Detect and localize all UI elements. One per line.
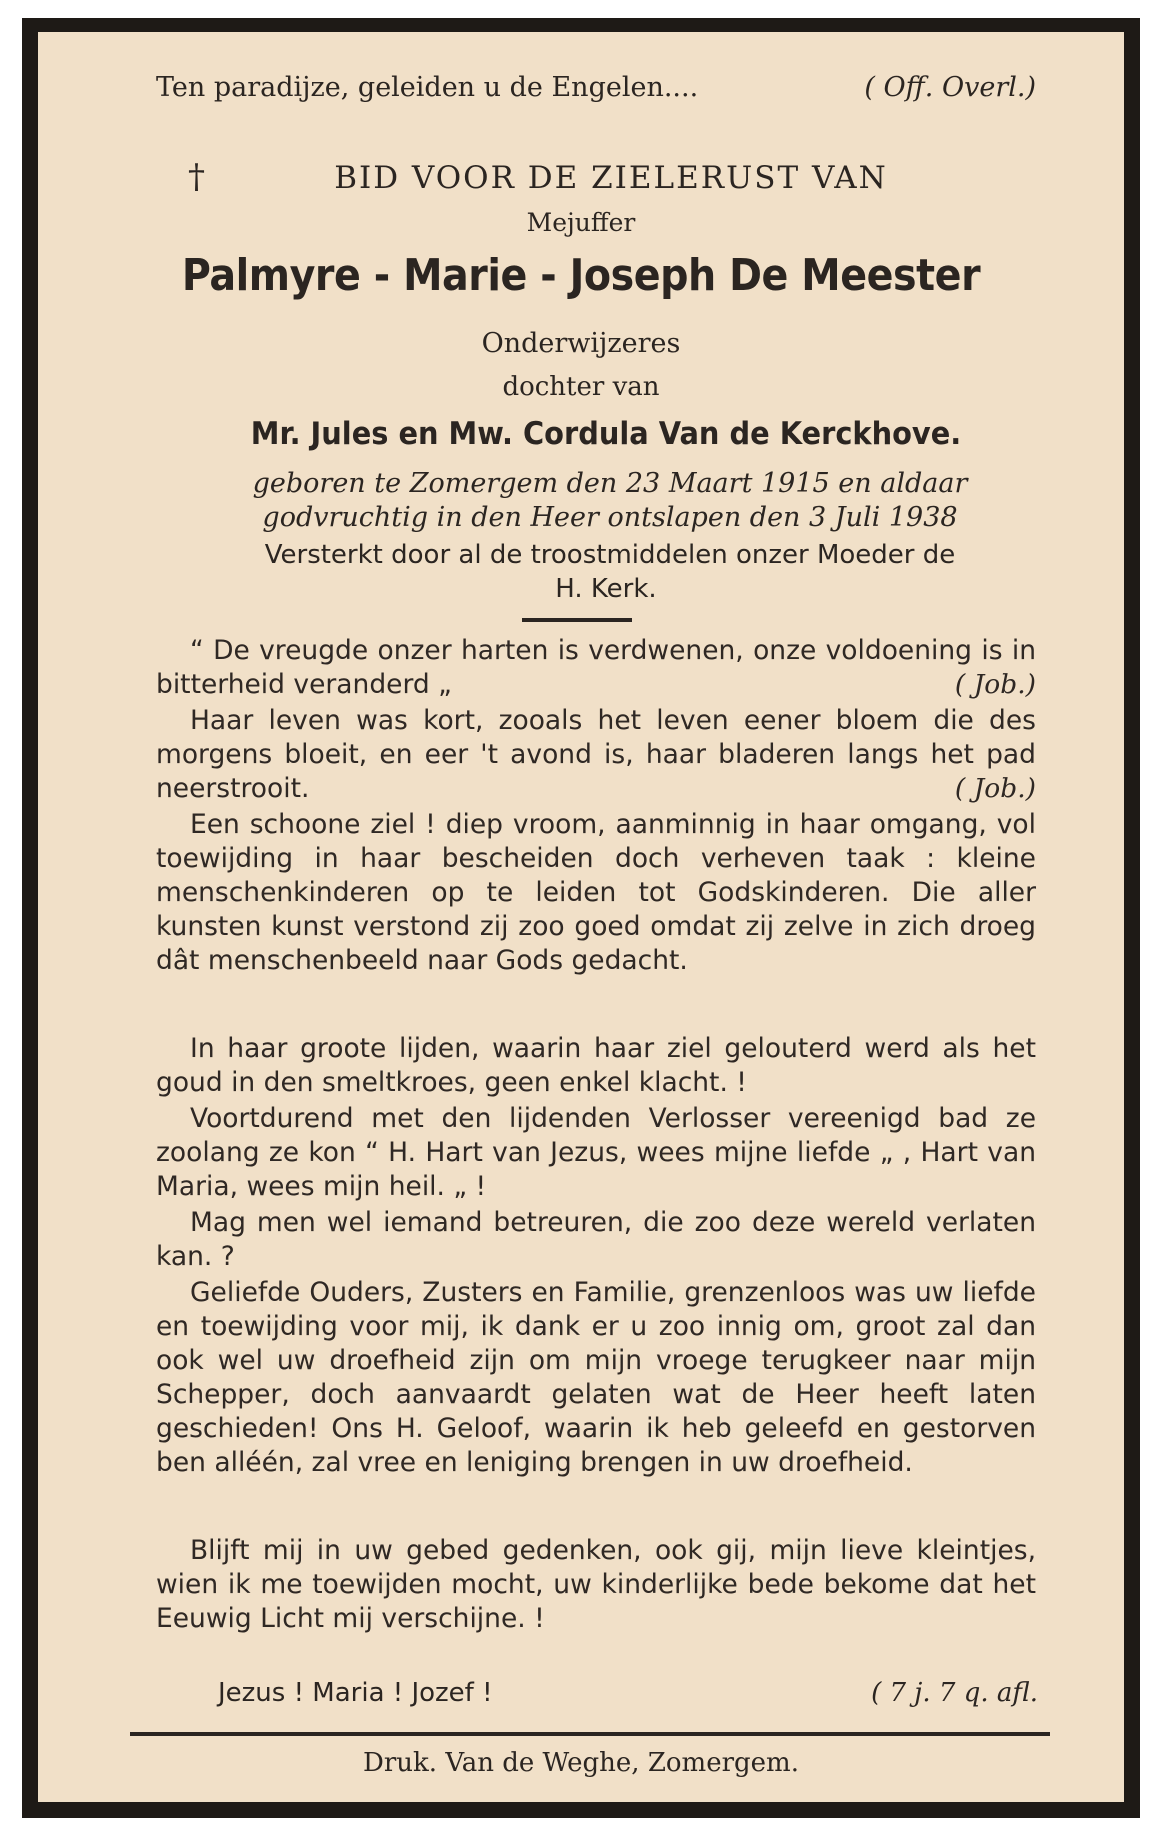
paragraph-4: [156, 1032, 1036, 1100]
prayer-source: ( Off. Overl.): [864, 72, 1036, 103]
paragraph-6: [156, 1206, 1036, 1274]
paragraph-3-text: Een schoone ziel ! diep vroom, aanminnig in haar omgang, vol toewijding in haar bescheiden doch verheven taak : kleine menschenkinderen op te leiden tot Godskinderen. Die aller kunsten kunst verstond zij zoo goed omdat zij zelve in zich droeg dât menschenbeeld naar Gods gedacht.: [156, 809, 1036, 976]
title-prefix: Mejuffer: [526, 208, 636, 237]
prayer-text: Ten paradijze, geleiden u de Engelen....: [156, 72, 699, 103]
paragraph-1: [156, 634, 1036, 702]
church-line: H. Kerk.: [555, 574, 657, 604]
paragraph-4-text: In haar groote lijden, waarin haar ziel gelouterd werd als het goud in den smeltkroes, geen enkel klacht. !: [156, 1033, 1036, 1098]
profession: Onderwijzeres: [481, 328, 681, 359]
bid-line: BID VOOR DE ZIELERUST VAN: [334, 160, 888, 196]
paragraph-6-text: Mag men wel iemand betreuren, die zoo deze wereld verlaten kan. ?: [156, 1207, 1036, 1272]
paragraph-2-text: Haar leven was kort, zooals het leven eener bloem die des morgens bloeit, en eer 't avond is, haar bladeren langs het pad neerstrooit.: [156, 705, 1036, 804]
paragraph-5-text: Voortdurend met den lijdenden Verlosser vereenigd bad ze zoolang ze kon “ H. Hart van Jezus, wees mijne liefde „ , Hart van Maria, wees mijn heil. „ !: [156, 1103, 1036, 1202]
paragraph-3: [156, 808, 1036, 978]
memorial-card: [22, 18, 1140, 1818]
invocation: Jezus ! Maria ! Jozef !: [218, 1678, 493, 1708]
closing-row: [178, 1678, 1038, 1708]
deceased-name: Palmyre - Marie - Joseph De Meester: [181, 250, 981, 301]
paragraph-1-cite: ( Job.): [954, 669, 1036, 700]
indulgence: ( 7 j. 7 q. afl.: [871, 1678, 1038, 1708]
divider-long: [130, 1732, 1050, 1736]
cross-icon: †: [188, 157, 205, 197]
paragraph-7: [156, 1276, 1036, 1480]
paragraph-8-text: Blijft mij in uw gebed gedenken, ook gij, mijn lieve kleintjes, wien ik me toewijden mocht, uw kinderlijke bede bekome dat het Eeuwig Licht mij verschijne. !: [156, 1535, 1036, 1634]
strengthened-line: Versterkt door al de troostmiddelen onzer Moeder de: [264, 540, 956, 570]
printer-line: Druk. Van de Weghe, Zomergem.: [363, 1748, 799, 1778]
parents: Mr. Jules en Mw. Cordula Van de Kerckhove.: [250, 416, 962, 452]
paragraph-2: [156, 704, 1036, 806]
card-paper: [38, 32, 1124, 1802]
paragraph-1-text: “ De vreugde onzer harten is verdwenen, onze voldoening is in bitterheid veranderd „: [156, 635, 1036, 700]
paragraph-7-text: Geliefde Ouders, Zusters en Familie, grenzenloos was uw liefde en toewijding voor mij, ik dank er u zoo innig om, groot zal dan ook wel uw droefheid zijn om mijn vroege terugkeer naar mijn Schepper, doch aanvaardt gelaten wat de Heer heeft laten geschieden! Ons H. Geloof, waarin ik heb geleefd en gestorven ben alléén, zal vree en leniging brengen in uw droefheid.: [156, 1277, 1036, 1478]
birth-line: geboren te Zomergem den 23 Maart 1915 en aldaar: [252, 468, 968, 499]
daughter-of: dochter van: [502, 372, 660, 402]
paragraph-5: [156, 1102, 1036, 1204]
paragraph-2-cite: ( Job.): [954, 773, 1036, 804]
death-line: godvruchtig in den Heer ontslapen den 3 Juli 1938: [262, 502, 958, 533]
divider-short: [522, 618, 632, 622]
paragraph-8: [156, 1534, 1036, 1636]
